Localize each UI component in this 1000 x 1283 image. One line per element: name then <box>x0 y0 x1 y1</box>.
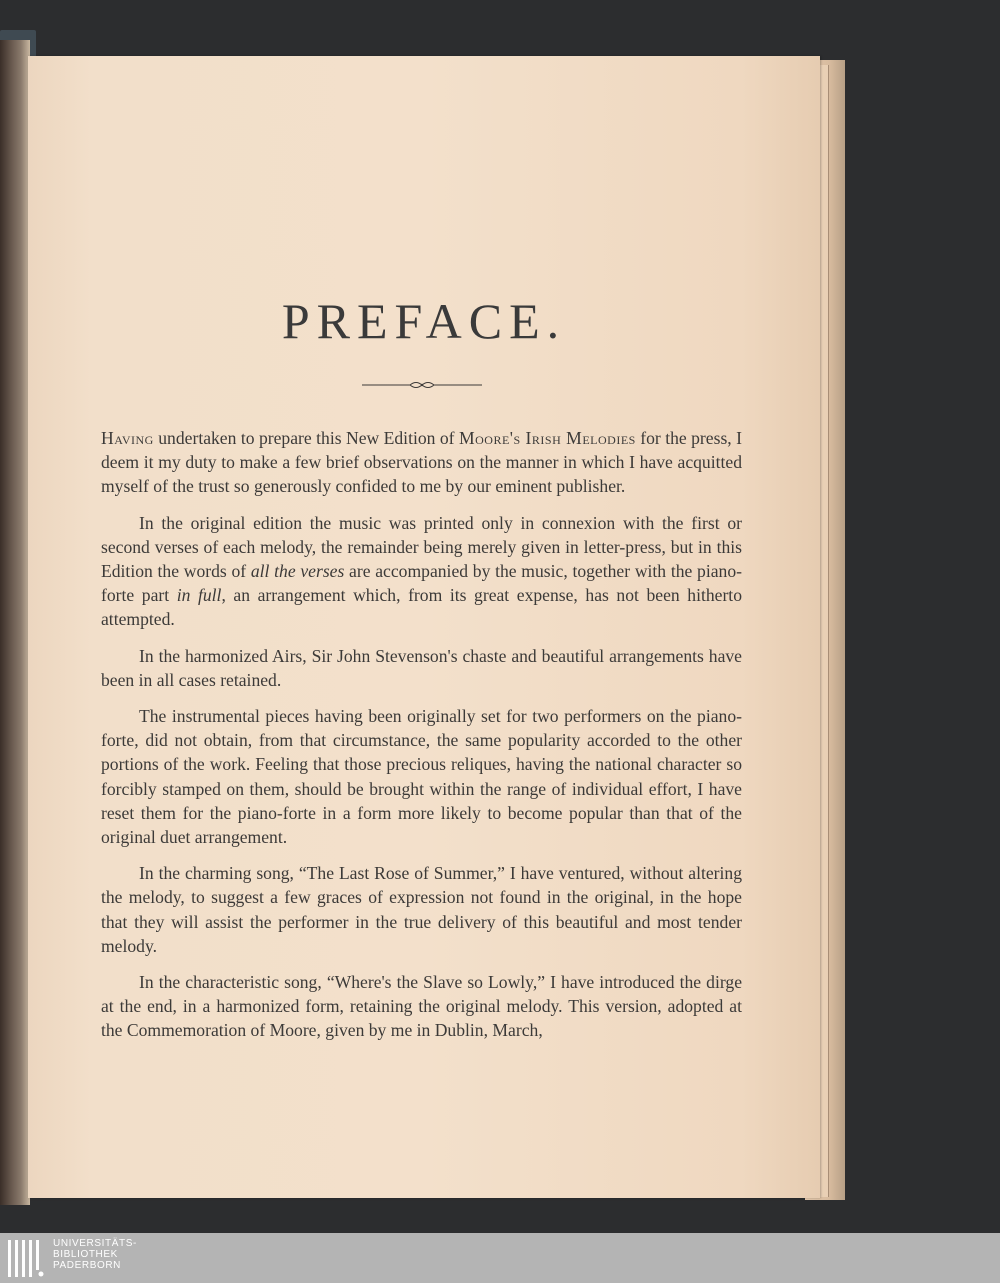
logo-line-2: BIBLIOTHEK <box>53 1249 118 1260</box>
text-segment: , an arrangement which, from its great expense, has not been hitherto attempted. <box>101 585 742 630</box>
text-segment: In the original edition the music was printed only in connexion with the first or second verses of each melody, the remainder being merely given in letter-press, but in this Edition the words of <box>101 512 742 582</box>
logo-line-3: PADERBORN <box>53 1260 122 1271</box>
text-segment: undertaken to prepare this New Edition of <box>153 428 459 448</box>
preface-paragraph <box>101 970 742 1043</box>
text-segment: all the verses <box>250 561 345 582</box>
logo-line-1: UNIVERSITÄTS- <box>53 1238 137 1249</box>
text-segment: Moore's Irish Melodies <box>458 428 636 448</box>
paragraph-lead-word: Having <box>101 428 154 448</box>
preface-paragraph <box>101 704 742 849</box>
text-segment: In the characteristic song, “Where's the Slave so Lowly,” I have introduced the dirge at the end, in a harmonized form, retaining the original melody. This version, adopted at the Commemoration of Moore, given by me in Dublin, March, <box>101 972 742 1041</box>
preface-paragraph <box>101 644 742 692</box>
text-segment: for the press, I deem it my duty to make a few brief observations on the manner in which I have acquitted myself of the trust so generously confided to me by our eminent publisher. <box>101 428 742 497</box>
footer-bar <box>0 1233 1000 1283</box>
library-bars-logo-icon <box>8 1240 48 1277</box>
book-page <box>28 56 820 1198</box>
text-segment: The instrumental pieces having been originally set for two performers on the piano-forte, did not obtain, from that circumstance, the same popularity accorded to the other portions of the work. Feeling that those precious reliques, having the national character so forcibly stamped on them, should be brought within the range of individual effort, I have reset them for the piano-forte in a form more likely to become popular than that of the original duet arrangement. <box>101 706 742 848</box>
page-title: PREFACE. <box>281 293 567 349</box>
preface-paragraph <box>101 426 742 499</box>
preface-paragraph <box>101 861 742 958</box>
preface-paragraph <box>101 511 742 632</box>
text-segment: In the harmonized Airs, Sir John Stevenson's chaste and beautiful arrangements have been in all cases retained. <box>101 645 742 690</box>
title-ornament <box>362 380 482 390</box>
library-logo-text <box>53 1238 137 1271</box>
text-segment: are accompanied by the music, together with the piano-forte part <box>101 561 742 606</box>
book-cover-edge <box>0 40 30 1205</box>
text-segment: in full <box>176 585 222 606</box>
preface-body <box>101 426 742 1055</box>
text-segment: In the charming song, “The Last Rose of Summer,” I have ventured, without altering the melody, to suggest a few graces of expression not found in the original, in the hope that they will assist the performer in the true delivery of this beautiful and most tender melody. <box>101 863 742 956</box>
